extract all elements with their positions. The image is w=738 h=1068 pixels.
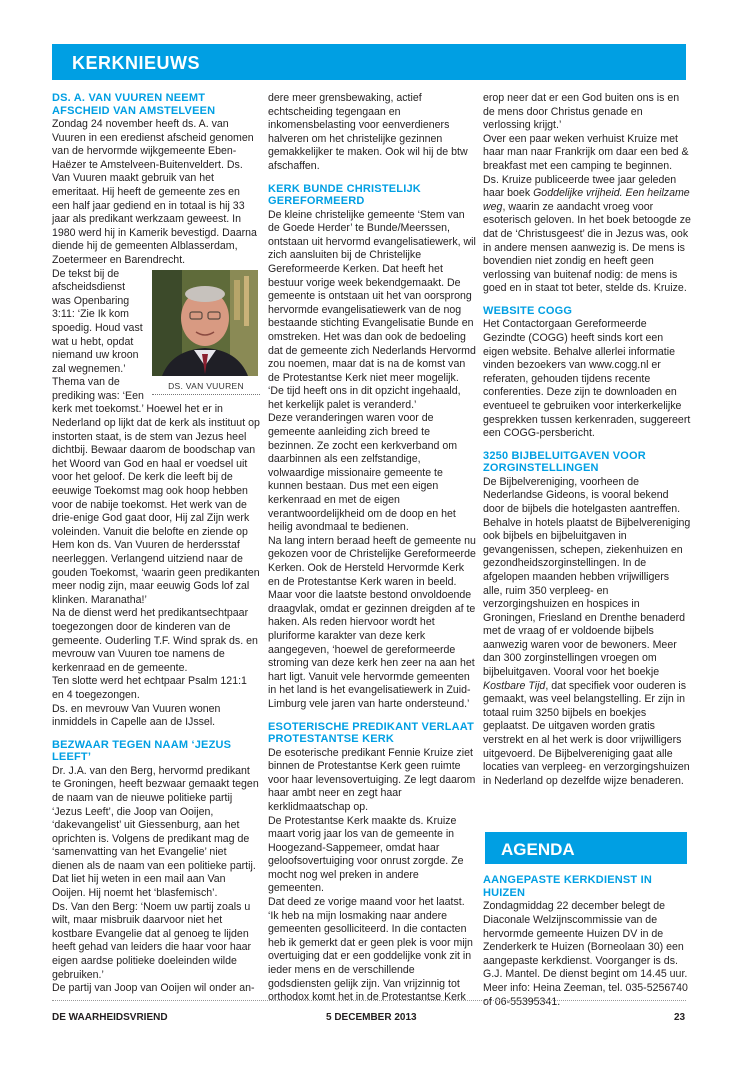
- text-run: De Bijbelvereniging, voorheen de Nederlandse Gideons, is vooral bekend door de bijbels die hotelgasten aantreffen. Behalve in hotels plaatst de Bijbelvereniging ook bijbels en bijbeluitgaven in gevangenissen, schepen, ziekenhuizen en gezondheidszorginstellingen. In de afgelopen maanden hebben vrijwilligers alle, ruim 350 verpleeg- en verzorgingshuizen en hospices in Groningen, Friesland en Drenthe benaderd met de vraag of er voldoende bijbels aanwezig waren voor de bewoners. Meer dan 300 zorginstellingen vroegen om bijbeluitgaven. Vooral voor het boekje: [483, 475, 691, 679]
- article-text: dere meer grensbewaking, actief echtscheiding tegengaan en inkomensbelasting voor eenverdieners halveren om het christelijke gezinnen gemakkelijker te maken. Ook wil hij de btw afschaffen.: [268, 92, 468, 172]
- article-text: Ds. Van den Berg: ‘Noem uw partij zoals u wilt, maar misbruik daarvoor niet het kostbare Evangelie dat al genoeg te lijden heeft gehad van leiders die haar voor haar eigen aardse politieke doeleinden wilde gebruiken.’: [52, 900, 252, 981]
- article-text: Ds. en mevrouw Van Vuuren wonen inmiddels in Capelle aan de IJssel.: [52, 702, 221, 729]
- article-text: [483, 174, 691, 296]
- article-text: De partij van Joop van Ooijen wil onder an-: [52, 982, 255, 995]
- photo-caption: DS. VAN VUUREN: [152, 381, 260, 395]
- article-text: erop neer dat er een God buiten ons is en de mens door Christus genade en verlossing krijgt.’: [483, 92, 680, 132]
- article-title-website-cogg: WEBSITE COGG: [483, 304, 573, 317]
- article-text: De tekst bij de afscheidsdienst was Openbaring 3:11: ‘Zie Ik kom spoedig. Houd vast wat u hebt, opdat niemand uw kroon zal wegnemen.’: [52, 267, 143, 375]
- article-title-kerk-bunde: KERK BUNDE CHRISTELIJK GEREFORMEERD: [268, 182, 421, 208]
- article-text: Zondagmiddag 22 december belegt de Diaconale Welzijnscommissie van de hervormde gemeente Huizen DV in de Zenderkerk te Huizen (Borneolaan 30) een aangepaste kerkdienst. Voorganger is ds. G.J. Mantel. De dienst begint om 14.45 uur. Meer info: Heina Zeeman, tel. 035-5256740 of 06-55395341.: [483, 900, 688, 1008]
- footer-publication: DE WAARHEIDSVRIEND: [52, 1012, 168, 1023]
- article-title-esoterische-predikant: ESOTERISCHE PREDIKANT VERLAAT PROTESTANTSE KERK: [268, 720, 475, 746]
- article-text: Dat deed ze vorige maand voor het laatst. ‘Ik heb na mijn losmaking naar andere gemeenten gesolliciteerd. In die contacten heb ik gemerkt dat er geen plek is voor mijn overtuiging dat er een goddelijke vonk zit in ieder mens en de verschillende godsdiensten gelijk zijn. Van vrijzinnig tot orthodox komt het in de Protestantse Kerk: [268, 896, 473, 1004]
- section-banner: [52, 44, 686, 80]
- column-2: [268, 92, 476, 1005]
- agenda-banner: [485, 832, 687, 864]
- article-text: Thema van de prediking was: ‘Een kerk met toekomst.’ Hoewel het er in Nederland op lijkt dat de kerk als instituut op instorten staat, is de stem van Jezus heel dichtbij. Bewaar daarom de boodschap van het Woord van God en haal er voedsel uit voor het geloof. De kerk die leeft bij de eeuwige Toekomst mag ook hoop hebben voor de nabije toekomst. Het werk van de drie-enige God gaat door, Hij zal Zijn werk voleinden. Vanuit die belofte en ziende op Hem kon ds. Van Vuuren de herdersstaf neerleggen. Verlangend uitziend naar de gouden Toekomst, ‘waarin geen predikanten meer nodig zijn, maar eeuwig Gods lof zal klinken. Maranatha!’: [52, 376, 260, 606]
- article-text: Na lang intern beraad heeft de gemeente nu gekozen voor de Christelijke Gereformeerde Kerken. Ook de Hersteld Hervormde Kerk en de Protestantse Kerk waren in beeld. Maar voor die laatste bestond onvoldoende draagvlak, omdat er gezinnen dreigden af te haken. Als reden hiervoor wordt het pluriforme karakter van deze kerk aangegeven, ‘hoewel de gereformeerde stroming van deze kerk hen zeer na aan het hart ligt. Vanuit vele hervormde gemeenten in het land is het evangelisatiewerk in Zuid-Limburg vele jaren van harte ondersteund.’: [268, 534, 476, 710]
- article-text: Dr. J.A. van den Berg, hervormd predikant te Groningen, heeft bezwaar gemaakt tegen de naam van de nieuwe politieke partij ‘Jezus Leeft’, die Joop van Ooijen, ‘dakevangelist’ uit Giessenburg, aan het oprichten is. Volgens de predikant mag de ‘samenvatting van het Evangelie’ niet dienen als de naam van een politieke partij. Dat liet hij weten in een mail aan Van Ooijen. Hij noemt het ‘blasfemisch’.: [52, 764, 259, 900]
- portrait-photo: [152, 270, 258, 376]
- article-text: De Protestantse Kerk maakte ds. Kruize maart vorig jaar los van de gemeente in Hoogezand-Sappemeer, omdat haar geloofsovertuiging voor onrust zorgde. Ze mocht nog wel preken in andere gemeenten.: [268, 814, 464, 895]
- text-run: , dat specifiek voor ouderen is gemaakt, was veel belangstelling. Er zijn in totaal ruim 3250 bijbels en boekjes geplaatst. De uitgaven worden gratis verstrekt en al het werk is door vrijwilligers uitgevoerd. De Bijbelvereniging gaat alle locaties van verpleeg- en verzorgingshuizen in Nederland op dezelfde wijze benaderen.: [483, 679, 690, 787]
- text-run: Ds. Kruize publiceerde twee jaar geleden haar boek: [483, 173, 677, 200]
- article-title-jezus-leeft: BEZWAAR TEGEN NAAM ‘JEZUS LEEFT’: [52, 738, 232, 764]
- footer-date: 5 DECEMBER 2013: [326, 1012, 417, 1023]
- article-text: Over een paar weken verhuist Kruize met haar man naar Frankrijk om daar een bed & breakfast met een camping te beginnen.: [483, 132, 689, 172]
- column-1: [52, 92, 260, 996]
- footer-divider: [52, 1000, 686, 1001]
- article-title-bijbeluitgaven: 3250 BIJBELUITGAVEN VOOR ZORGINSTELLINGEN: [483, 449, 646, 475]
- page-number: 23: [674, 1012, 686, 1023]
- book-title: Kostbare Tijd: [483, 679, 546, 692]
- agenda-title: AGENDA: [501, 840, 575, 860]
- article-text: Ten slotte werd het echtpaar Psalm 121:1 en 4 toegezongen.: [52, 675, 247, 701]
- article-title-van-vuuren: DS. A. VAN VUUREN NEEMT AFSCHEID VAN AMSTELVEEN: [52, 92, 216, 117]
- article-text: [483, 476, 691, 789]
- article-text: De kleine christelijke gemeente ‘Stem van de Goede Herder’ te Bunde/Meerssen, ontstaan uit hervormd evangelisatiewerk, wil zich aansluiten bij de Christelijke Gereformeerde Kerken. Dat heeft het bestuur vorige week bekendgemaakt. De gemeente is ontstaan uit het van oorsprong hervormde evangelisatiewerk van de nog bestaande stichting Evangelisatie Bunde en omstreken. Het was dan ook de bedoeling dat de gemeente zich Nederlands Hervormd zou noemen, maar dat is na de komst van de Protestantse Kerk niet meer mogelijk. ‘De tijd heeft ons in dit opzicht ingehaald, het kerkelijk palet is veranderd.’: [268, 208, 476, 411]
- column-3: [483, 92, 691, 1009]
- portrait-image: [152, 270, 258, 376]
- book-title: Goddelijke vrijheid. Een heilzame weg: [483, 187, 690, 213]
- article-text: Na de dienst werd het predikantsechtpaar toegezongen door de kinderen van de gemeente. Ouderling T.F. Wind sprak ds. en mevrouw van Vuuren toe namens de kerkenraad en de gemeente.: [52, 607, 258, 674]
- article-title-kerkdienst-huizen: AANGEPASTE KERKDIENST IN HUIZEN: [483, 874, 652, 899]
- text-run: , waarin ze aandacht vroeg voor esoterisch geloven. In het boek betoogde ze dat de ‘Christusgeest’ die in Jezus was, ook in andere mensen aanwezig is. De mens is bovendien niet zondig en heeft geen verlossing van buitenaf nodig: de mens is goed en in staat tot beter, stelde ds. Kruize.: [483, 200, 691, 295]
- section-title: KERKNIEUWS: [72, 53, 201, 73]
- article-text: De esoterische predikant Fennie Kruize ziet binnen de Protestantse Kerk geen ruimte voor haar levensovertuiging. Ze legt daarom haar ambt neer en zegt haar kerklidmaatschap op.: [268, 746, 476, 813]
- article-text: Het Contactorgaan Gereformeerde Gezindte (COGG) heeft sinds kort een eigen website. Behalve allerlei informatie vinden bezoekers van www.cogg.nl er referaten, gehouden tijdens recente conferenties. Deze zijn te downloaden en eventueel te gebruiken voor interkerkelijke gesprekken tussen kerkenraden, suggereert een COGG-persbericht.: [483, 318, 691, 440]
- article-text: Deze veranderingen waren voor de gemeente aanleiding zich breed te bezinnen. Ze zocht een kerkverband om daarbinnen als een zelfstandige, volwaardige missionaire gemeente te kunnen bestaan. Dus met een eigen kerkenraad en met de eigen verantwoordelijkheid om de doop en het heilig avondmaal te bedienen.: [268, 412, 458, 534]
- photo-figure: [152, 270, 260, 395]
- article-text: Zondag 24 november heeft ds. A. van Vuuren in een eredienst afscheid genomen van de hervormde wijkgemeente Eben-Haëzer te Amstelveen-Buitenveldert. Ds. Van Vuuren maakt gebruik van het emeritaat. Hij heeft de gemeente zes en een half jaar gediend en in totaal is hij 33 jaar als predikant werkzaam geweest. In 1980 werd hij in Kamerik bevestigd. Daarna diende hij de gemeenten Alblasserdam, Zoetermeer en Barendrecht.: [52, 118, 257, 266]
